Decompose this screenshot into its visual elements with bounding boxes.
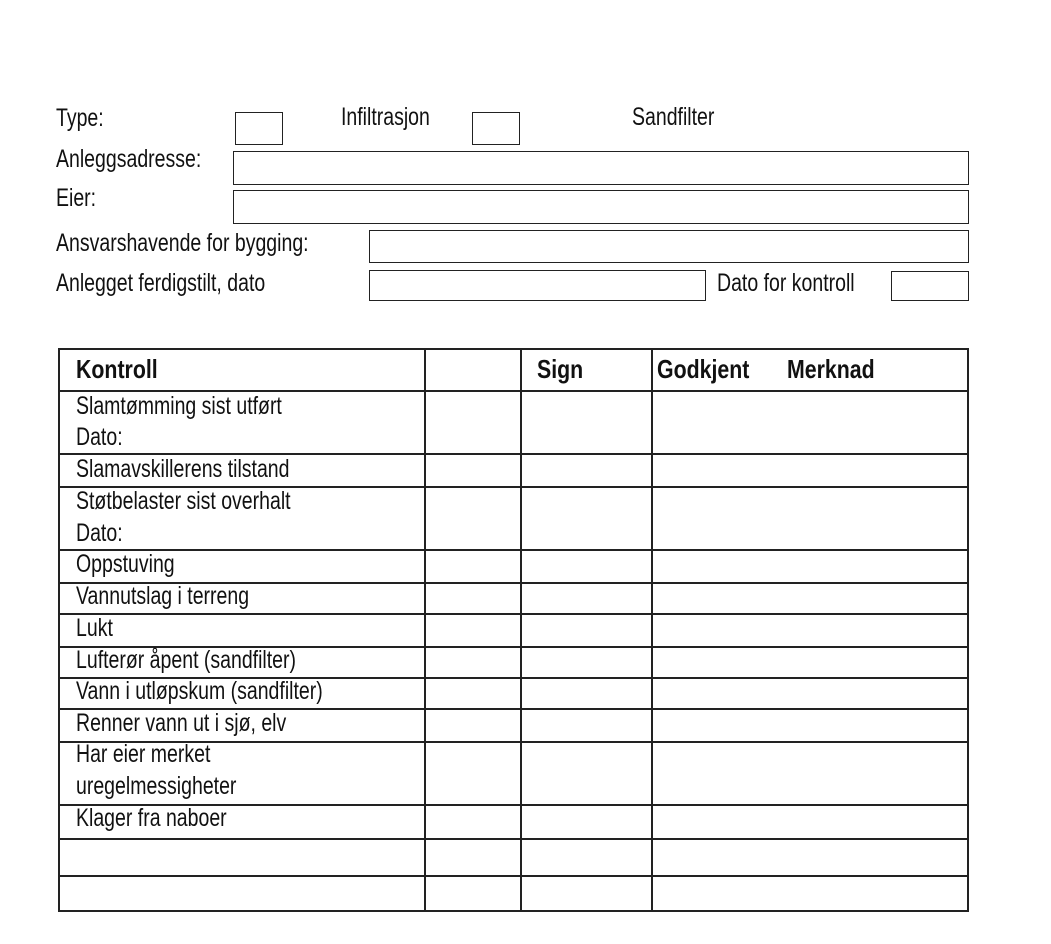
row-label: Vann i utløpskum (sandfilter) <box>76 677 323 705</box>
table-row-line <box>58 613 969 615</box>
header-merknad: Merknad <box>787 354 875 384</box>
row-label: Dato: <box>76 423 123 451</box>
anleggsadresse-field[interactable] <box>233 151 969 185</box>
dato-kontroll-field[interactable] <box>891 271 969 301</box>
row-label: Lufterør åpent (sandfilter) <box>76 646 297 674</box>
anleggsadresse-label: Anleggsadresse: <box>56 145 202 173</box>
table-row-line <box>58 838 969 840</box>
row-label: uregelmessigheter <box>76 772 237 800</box>
row-label: Klager fra naboer <box>76 804 227 832</box>
table-border-right <box>967 348 969 911</box>
dato-kontroll-label: Dato for kontroll <box>717 269 855 297</box>
type-label: Type: <box>56 104 104 132</box>
header-kontroll: Kontroll <box>76 354 158 384</box>
sandfilter-label: Sandfilter <box>632 103 715 131</box>
ansvarshavende-field[interactable] <box>369 230 969 263</box>
table-row-line <box>58 348 969 350</box>
header-godkjent: Godkjent <box>657 354 750 384</box>
row-label: Slamtømming sist utført <box>76 392 282 420</box>
infiltrasjon-label: Infiltrasjon <box>341 103 430 131</box>
table-border-left <box>58 348 60 911</box>
row-label: Renner vann ut i sjø, elv <box>76 709 287 737</box>
table-row-line <box>58 910 969 912</box>
table-row-line <box>58 549 969 551</box>
ansvarshavende-label: Ansvarshavende for bygging: <box>56 229 309 257</box>
table-column-divider <box>520 348 522 911</box>
row-label: Lukt <box>76 614 113 642</box>
table-row-line <box>58 875 969 877</box>
ferdigstilt-field[interactable] <box>369 270 706 301</box>
infiltrasjon-checkbox[interactable] <box>235 112 283 145</box>
table-column-divider <box>424 348 426 911</box>
eier-label: Eier: <box>56 184 97 212</box>
ferdigstilt-label: Anlegget ferdigstilt, dato <box>56 269 266 297</box>
eier-field[interactable] <box>233 190 969 224</box>
row-label: Dato: <box>76 519 123 547</box>
row-label: Oppstuving <box>76 550 175 578</box>
header-sign: Sign <box>537 354 584 384</box>
row-label: Vannutslag i terreng <box>76 582 250 610</box>
row-label: Har eier merket <box>76 740 211 768</box>
sandfilter-checkbox[interactable] <box>472 112 520 145</box>
row-label: Støtbelaster sist overhalt <box>76 487 291 515</box>
row-label: Slamavskillerens tilstand <box>76 455 290 483</box>
table-column-divider <box>651 348 653 911</box>
